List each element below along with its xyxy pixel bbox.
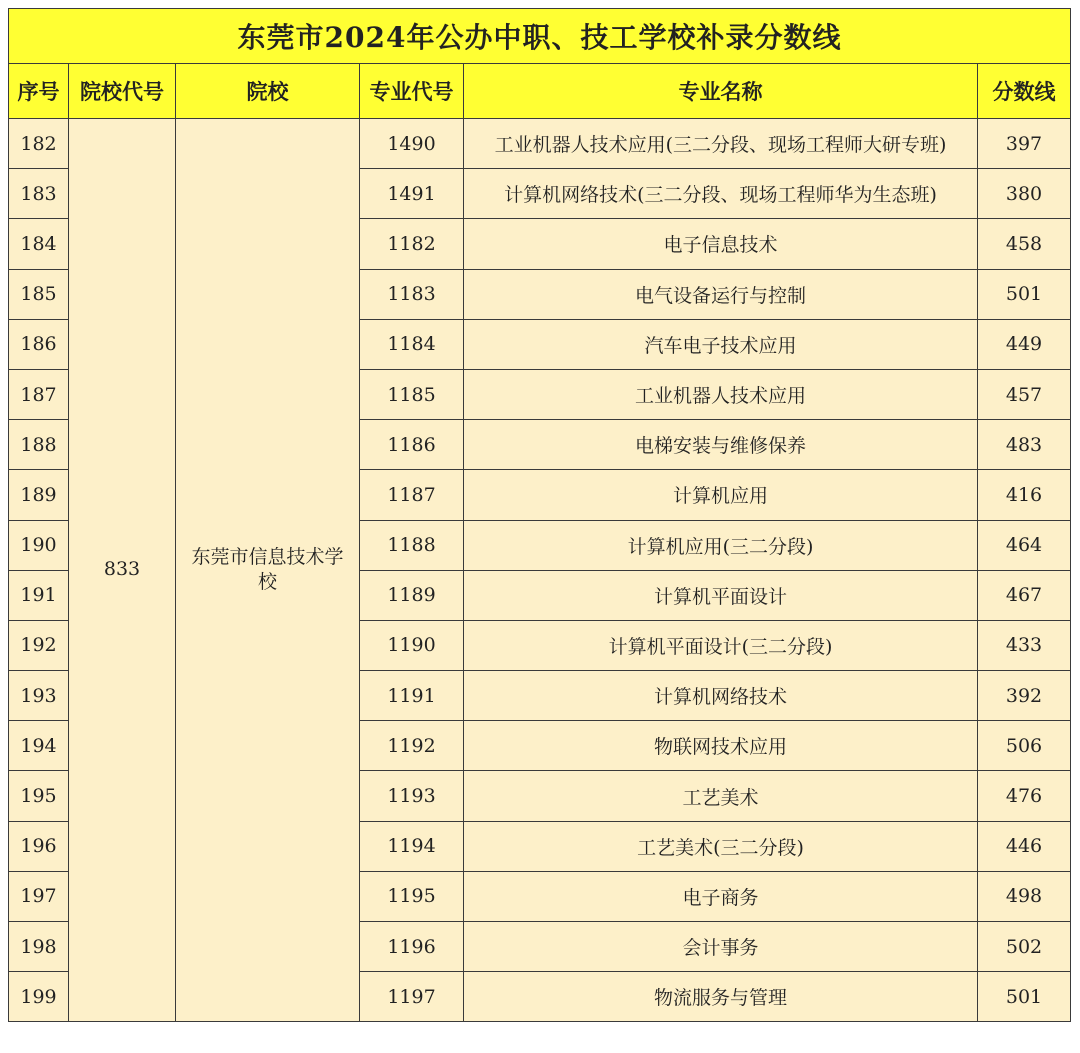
row-major-name: 工艺美术(三二分段) xyxy=(464,821,978,871)
row-seq: 197 xyxy=(9,871,69,921)
header-major-code: 专业代号 xyxy=(360,64,464,119)
row-seq: 190 xyxy=(9,520,69,570)
row-major-code: 1490 xyxy=(360,119,464,169)
header-score: 分数线 xyxy=(978,64,1071,119)
row-major-name: 计算机网络技术 xyxy=(464,671,978,721)
row-score: 498 xyxy=(978,871,1071,921)
row-seq: 194 xyxy=(9,721,69,771)
row-score: 446 xyxy=(978,821,1071,871)
row-major-code: 1191 xyxy=(360,671,464,721)
row-score: 457 xyxy=(978,369,1071,419)
table-title: 东莞市2024年公办中职、技工学校补录分数线 xyxy=(9,9,1071,64)
row-score: 397 xyxy=(978,119,1071,169)
row-score: 433 xyxy=(978,620,1071,670)
row-score: 501 xyxy=(978,269,1071,319)
row-major-name: 计算机平面设计 xyxy=(464,570,978,620)
row-score: 467 xyxy=(978,570,1071,620)
row-seq: 199 xyxy=(9,972,69,1022)
table-row xyxy=(9,119,1071,169)
row-seq: 189 xyxy=(9,470,69,520)
row-major-code: 1183 xyxy=(360,269,464,319)
row-major-name: 物联网技术应用 xyxy=(464,721,978,771)
title-row xyxy=(9,9,1071,64)
row-major-name: 会计事务 xyxy=(464,922,978,972)
row-seq: 193 xyxy=(9,671,69,721)
row-major-code: 1189 xyxy=(360,570,464,620)
row-major-name: 工业机器人技术应用(三二分段、现场工程师大研专班) xyxy=(464,119,978,169)
row-major-code: 1491 xyxy=(360,169,464,219)
row-seq: 187 xyxy=(9,369,69,419)
row-score: 501 xyxy=(978,972,1071,1022)
row-score: 392 xyxy=(978,671,1071,721)
row-seq: 182 xyxy=(9,119,69,169)
row-major-code: 1190 xyxy=(360,620,464,670)
row-score: 506 xyxy=(978,721,1071,771)
row-major-code: 1196 xyxy=(360,922,464,972)
row-score: 380 xyxy=(978,169,1071,219)
row-major-code: 1197 xyxy=(360,972,464,1022)
row-major-name: 工艺美术 xyxy=(464,771,978,821)
header-school: 院校 xyxy=(176,64,360,119)
row-major-name: 计算机应用(三二分段) xyxy=(464,520,978,570)
row-seq: 186 xyxy=(9,319,69,369)
row-score: 502 xyxy=(978,922,1071,972)
row-score: 476 xyxy=(978,771,1071,821)
row-score: 449 xyxy=(978,319,1071,369)
header-seq: 序号 xyxy=(9,64,69,119)
row-seq: 198 xyxy=(9,922,69,972)
row-major-code: 1186 xyxy=(360,420,464,470)
row-major-code: 1187 xyxy=(360,470,464,520)
row-score: 458 xyxy=(978,219,1071,269)
row-seq: 196 xyxy=(9,821,69,871)
row-seq: 185 xyxy=(9,269,69,319)
row-seq: 184 xyxy=(9,219,69,269)
score-table xyxy=(8,8,1071,1022)
row-major-name: 汽车电子技术应用 xyxy=(464,319,978,369)
row-major-code: 1188 xyxy=(360,520,464,570)
row-major-name: 电子商务 xyxy=(464,871,978,921)
row-seq: 188 xyxy=(9,420,69,470)
header-school-code: 院校代号 xyxy=(69,64,176,119)
row-major-code: 1193 xyxy=(360,771,464,821)
row-major-name: 电梯安装与维修保养 xyxy=(464,420,978,470)
school-name-cell: 东莞市信息技术学校 xyxy=(176,119,360,1022)
row-major-code: 1195 xyxy=(360,871,464,921)
row-major-code: 1184 xyxy=(360,319,464,369)
row-major-code: 1185 xyxy=(360,369,464,419)
row-score: 416 xyxy=(978,470,1071,520)
row-major-name: 电气设备运行与控制 xyxy=(464,269,978,319)
row-score: 483 xyxy=(978,420,1071,470)
row-score: 464 xyxy=(978,520,1071,570)
row-seq: 183 xyxy=(9,169,69,219)
row-seq: 191 xyxy=(9,570,69,620)
row-major-name: 工业机器人技术应用 xyxy=(464,369,978,419)
row-major-name: 电子信息技术 xyxy=(464,219,978,269)
header-major-name: 专业名称 xyxy=(464,64,978,119)
row-major-code: 1192 xyxy=(360,721,464,771)
school-code-cell: 833 xyxy=(69,119,176,1022)
row-seq: 192 xyxy=(9,620,69,670)
row-major-code: 1182 xyxy=(360,219,464,269)
row-major-code: 1194 xyxy=(360,821,464,871)
row-major-name: 计算机网络技术(三二分段、现场工程师华为生态班) xyxy=(464,169,978,219)
header-row xyxy=(9,64,1071,119)
row-seq: 195 xyxy=(9,771,69,821)
row-major-name: 计算机应用 xyxy=(464,470,978,520)
row-major-name: 计算机平面设计(三二分段) xyxy=(464,620,978,670)
table-body xyxy=(9,119,1071,1022)
row-major-name: 物流服务与管理 xyxy=(464,972,978,1022)
